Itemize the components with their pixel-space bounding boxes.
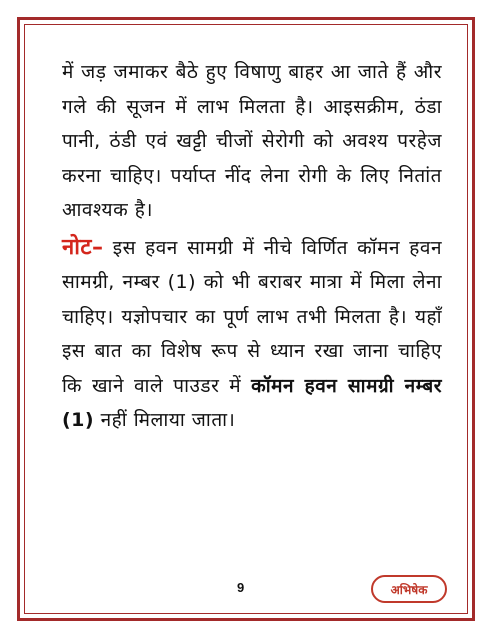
bold-phrase: कॉमन हवन सामग्री नम्बर (1) — [62, 374, 442, 431]
author-badge: अभिषेक — [371, 575, 447, 603]
paragraph-2-text-start: इस हवन सामग्री में नीचे विर्णित कॉमन हवन सामग्री, नम्बर (1) को भी बराबर मात्रा में मिला लेना चाहिए। यज्ञोपचार का पूर्ण लाभ तभी मिलता है। यहाँ इस बात का विशेष रूप से ध्यान रखा जाना चाहिए कि खाने वाले पाउडर में — [62, 236, 442, 397]
page-number: 9 — [237, 580, 245, 595]
paragraph-2-text-end: नहीं मिलाया जाता। — [94, 409, 236, 431]
page-content — [62, 55, 442, 441]
note-label: नोट– — [62, 234, 104, 260]
paragraph-2 — [62, 231, 442, 438]
paragraph-1: में जड़ जमाकर बैठे हुए विषाणु बाहर आ जाते हैं और गले की सूजन में लाभ मिलता है। आइसक्रीम, ठंडा पानी, ठंडी एवं खट्टी चीजों सेरोगी को अवश्य परहेज करना चाहिए। पर्याप्त नींद लेना रोगी के लिए नितांत आवश्यक है। — [62, 61, 442, 221]
